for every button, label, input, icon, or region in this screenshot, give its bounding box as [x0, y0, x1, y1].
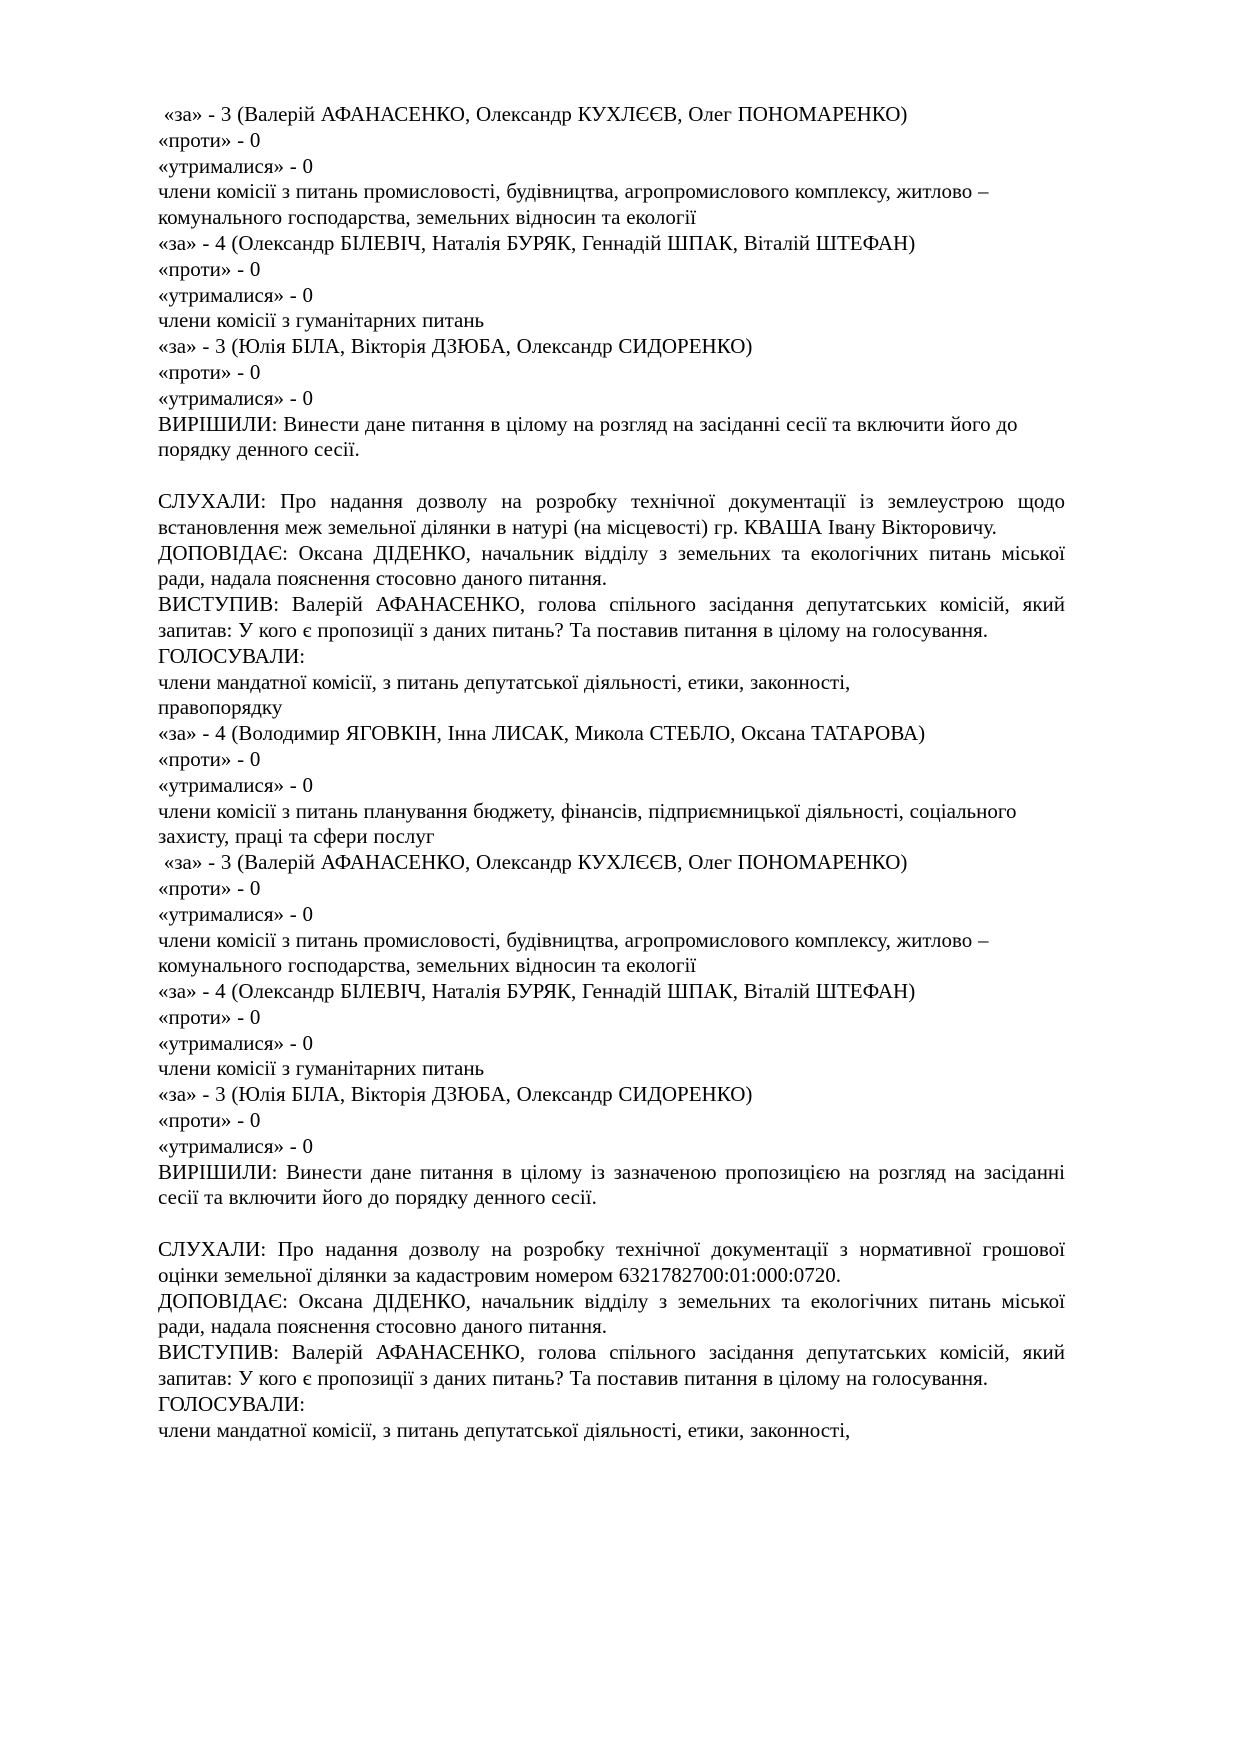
paragraph: «проти» - 0 — [158, 256, 261, 281]
paragraph: члени комісії з гуманітарних питань — [158, 308, 485, 333]
paragraph: СЛУХАЛИ: Про надання дозволу на розробку технічної документації з нормативної грошової оцінки земельної ділянки за кадастровим номером 6321782700:01:000:0720. — [158, 1237, 1071, 1287]
paragraph: «за» - 3 (Валерій АФАНАСЕНКО, Олександр КУХЛЄЄВ, Олег ПОНОМАРЕНКО) — [158, 102, 908, 126]
paragraph: «утрималися» - 0 — [158, 153, 314, 178]
paragraph: «за» - 3 (Валерій АФАНАСЕНКО, Олександр КУХЛЄЄВ, Олег ПОНОМАРЕНКО) — [158, 850, 908, 875]
paragraph: «проти» - 0 — [158, 875, 261, 900]
paragraph: «за» - 3 (Юлія БІЛА, Вікторія ДЗЮБА, Олександр СИДОРЕНКО) — [158, 334, 753, 359]
paragraph: «проти» - 0 — [158, 359, 261, 384]
paragraph: «проти» - 0 — [158, 1004, 261, 1029]
paragraph: ДОПОВІДАЄ: Оксана ДІДЕНКО, начальник відділу з земельних та екологічних питань міської ради, надала пояснення стосовно даного питання. — [158, 1288, 1071, 1339]
paragraph: «проти» - 0 — [158, 1108, 261, 1133]
blank-line — [158, 1211, 1065, 1237]
paragraph: «проти» - 0 — [158, 127, 261, 152]
paragraph: ГОЛОСУВАЛИ: — [158, 643, 306, 668]
paragraph: ДОПОВІДАЄ: Оксана ДІДЕНКО, начальник відділу з земельних та екологічних питань міської ради, надала пояснення стосовно даного питання. — [158, 540, 1071, 591]
document-body — [158, 102, 1071, 1443]
paragraph: «утрималися» - 0 — [158, 901, 314, 926]
blank-line — [158, 463, 1065, 489]
paragraph: члени комісії з питань промисловості, будівництва, агропромислового комплексу, житлово – комунального господарства, земельних відносин та екології — [158, 927, 995, 978]
paragraph: «утрималися» - 0 — [158, 1030, 314, 1055]
paragraph: члени комісії з гуманітарних питань — [158, 1056, 485, 1081]
paragraph: ВИРІШИЛИ: Винести дане питання в цілому із зазначеною пропозицією на розгляд на засіданні сесії та включити його до порядку денного сесії. — [158, 1159, 1071, 1210]
paragraph: ВИСТУПИВ: Валерій АФАНАСЕНКО, голова спільного засідання депутатських комісій, який запитав: У кого є пропозиції з даних питань? Та поставив питання в цілому на голосування. — [158, 1340, 1071, 1391]
paragraph: члени комісії з питань промисловості, будівництва, агропромислового комплексу, житлово – комунального господарства, земельних відносин та екології — [158, 179, 995, 230]
paragraph: «утрималися» - 0 — [158, 1133, 314, 1158]
paragraph: ВИСТУПИВ: Валерій АФАНАСЕНКО, голова спільного засідання депутатських комісій, який запитав: У кого є пропозиції з даних питань? Та поставив питання в цілому на голосування. — [158, 592, 1071, 642]
paragraph: «утрималися» - 0 — [158, 772, 314, 797]
paragraph: члени мандатної комісії, з питань депутатської діяльності, етики, законності, — [158, 1417, 851, 1442]
paragraph: ГОЛОСУВАЛИ: — [158, 1391, 306, 1416]
paragraph: «утрималися» - 0 — [158, 282, 314, 307]
paragraph: члени комісії з питань планування бюджету, фінансів, підприємницької діяльності, соціального захисту, праці та сфери послуг — [158, 798, 1023, 849]
paragraph: ВИРІШИЛИ: Винести дане питання в цілому на розгляд на засіданні сесії та включити його до порядку денного сесії. — [158, 411, 1024, 462]
paragraph: «за» - 4 (Олександр БІЛЕВІЧ, Наталія БУРЯК, Геннадій ШПАК, Віталій ШТЕФАН) — [158, 230, 916, 255]
paragraph: «за» - 3 (Юлія БІЛА, Вікторія ДЗЮБА, Олександр СИДОРЕНКО) — [158, 1082, 753, 1107]
paragraph: правопорядку — [158, 695, 283, 720]
paragraph: «за» - 4 (Олександр БІЛЕВІЧ, Наталія БУРЯК, Геннадій ШПАК, Віталій ШТЕФАН) — [158, 979, 916, 1004]
paragraph: «за» - 4 (Володимир ЯГОВКІН, Інна ЛИСАК, Микола СТЕБЛО, Оксана ТАТАРОВА) — [158, 721, 926, 746]
paragraph: члени мандатної комісії, з питань депутатської діяльності, етики, законності, — [158, 669, 851, 694]
paragraph: «утрималися» - 0 — [158, 385, 314, 410]
paragraph: СЛУХАЛИ: Про надання дозволу на розробку технічної документації із землеустрою щодо встановлення меж земельної ділянки в натурі (на місцевості) гр. КВАША Івану Вікторовичу. — [158, 488, 1071, 539]
paragraph: «проти» - 0 — [158, 746, 261, 771]
